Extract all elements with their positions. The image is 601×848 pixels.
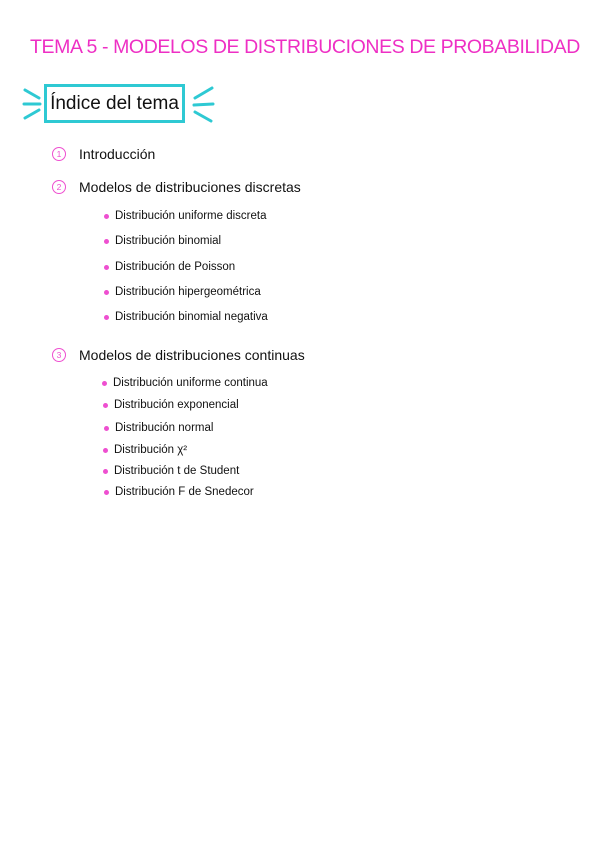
bullet-icon	[104, 214, 109, 219]
list-item	[102, 377, 268, 389]
list-item-label: Distribución t de Student	[114, 465, 240, 477]
right-sparkle-icon	[190, 84, 216, 124]
list-item-label: Distribución binomial	[115, 235, 222, 247]
index-heading: Índice del tema	[50, 92, 179, 114]
bullet-icon	[104, 239, 109, 244]
section-number-2: 2	[52, 180, 66, 194]
bullet-icon	[103, 403, 108, 408]
section-number-1: 1	[52, 147, 66, 161]
list-item	[104, 210, 266, 222]
bullet-icon	[104, 265, 109, 270]
list-item-label: Distribución normal	[115, 422, 214, 434]
section-number-3: 3	[52, 348, 66, 362]
bullet-icon	[103, 469, 108, 474]
list-item	[103, 444, 187, 456]
bullet-icon	[104, 490, 109, 495]
bullet-icon	[104, 426, 109, 431]
list-item	[104, 422, 213, 434]
section-introduccion	[52, 146, 155, 162]
list-item-label: Distribución hipergeométrica	[115, 286, 261, 298]
list-item-label: Distribución χ²	[114, 444, 188, 456]
list-item	[104, 286, 261, 298]
list-item-label: Distribución uniforme continua	[113, 377, 268, 389]
page-title: TEMA 5 - MODELOS DE DISTRIBUCIONES DE PROBABILIDAD	[30, 36, 580, 58]
list-item-label: Distribución F de Snedecor	[115, 486, 254, 498]
list-item-label: Distribución binomial negativa	[115, 311, 268, 323]
section-discretas	[52, 179, 301, 195]
section-label: Introducción	[79, 146, 156, 162]
bullet-icon	[104, 290, 109, 295]
list-item-label: Distribución de Poisson	[115, 261, 236, 273]
list-item-label: Distribución uniforme discreta	[115, 210, 267, 222]
list-item	[104, 261, 235, 273]
list-item	[104, 235, 221, 247]
section-label: Modelos de distribuciones discretas	[79, 179, 301, 195]
section-continuas	[52, 347, 305, 363]
bullet-icon	[104, 315, 109, 320]
bullet-icon	[102, 381, 107, 386]
index-heading-box	[44, 84, 185, 123]
list-item-label: Distribución exponencial	[114, 399, 239, 411]
left-sparkle-icon	[22, 86, 44, 122]
bullet-icon	[103, 448, 108, 453]
list-item	[104, 311, 268, 323]
list-item	[104, 486, 254, 498]
list-item	[103, 399, 239, 411]
list-item	[103, 465, 239, 477]
section-label: Modelos de distribuciones continuas	[79, 347, 305, 363]
